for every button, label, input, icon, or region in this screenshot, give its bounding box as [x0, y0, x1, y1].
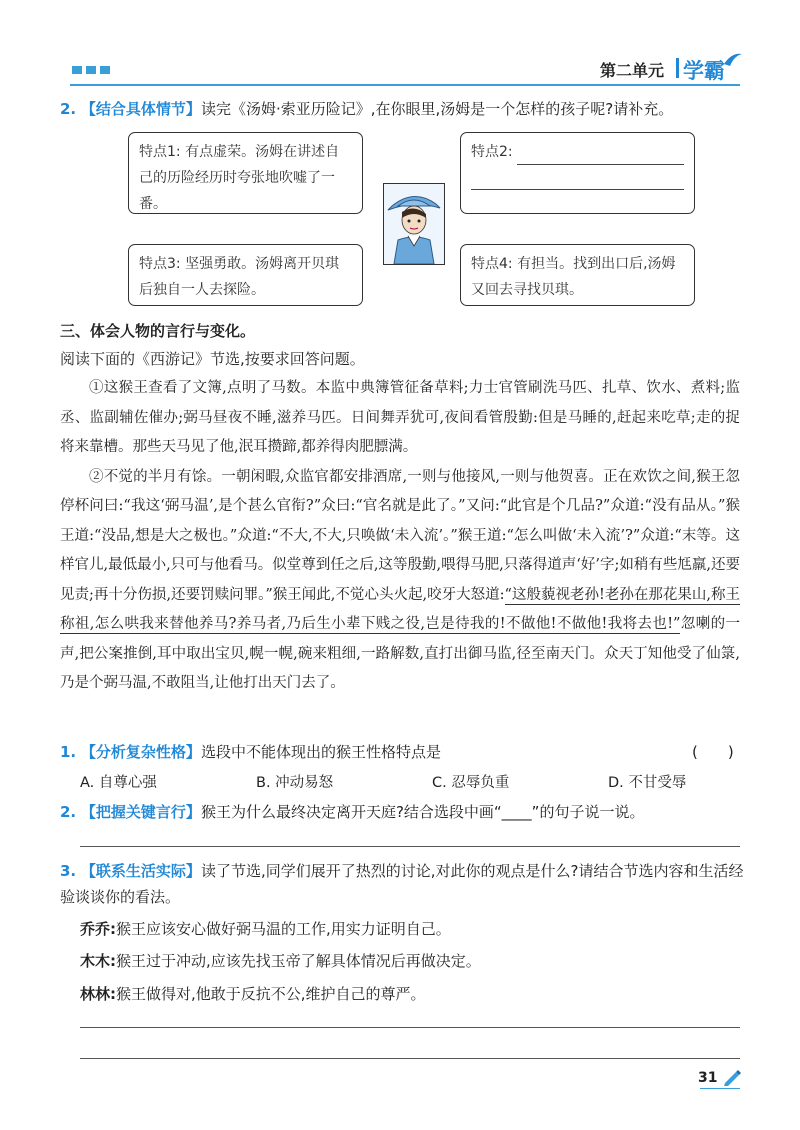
page-number: 31	[698, 1070, 718, 1086]
speaker-name: 林林:	[80, 985, 116, 1003]
section-title: 三、体会人物的言行与变化。	[60, 322, 256, 340]
footer-rule	[700, 1088, 740, 1089]
question-3	[60, 858, 745, 910]
trait-card-3	[128, 244, 363, 306]
question-2-top	[60, 98, 673, 120]
speaker-name: 乔乔:	[80, 920, 116, 938]
opinion-text: 猴王做得对,他敢于反抗不公,维护自己的尊严。	[116, 985, 426, 1003]
question-tag: 【结合具体情节】	[80, 100, 201, 118]
reading-passage	[60, 374, 740, 699]
option-c[interactable]: C. 忍辱负重	[432, 775, 510, 791]
trait-text: 坚强勇敢。汤姆离开贝琪后独自一人去探险。	[139, 256, 340, 298]
question-1	[60, 741, 441, 763]
brand-logo-text: 学霸	[683, 59, 725, 83]
trait-label: 特点3:	[139, 256, 181, 272]
passage-paragraph-1: ①这猴王查看了文簿,点明了马数。本监中典簿管征备草料;力士官管刷洗马匹、扎草、饮水、煮料;监丞、监副辅佐催办;弼马昼夜不睡,滋养马匹。日间舞弄犹可,夜间看管殷勤:但是马睡的,赶起来吃草;走的捉将来靠槽。那些天马见了他,泯耳攒蹄,都养得肉肥膘满。	[60, 380, 740, 455]
trait-text: 有担当。找到出口后,汤姆又回去寻找贝琪。	[471, 256, 676, 298]
answer-line[interactable]	[80, 1058, 740, 1059]
opinion-3	[80, 983, 426, 1005]
underlined-sentence: “这般藐视老孙!老孙在那花果山,称王称祖,怎么哄我来替他养马?养马者,乃后生小辈下贱之役,岂是待我的!不做他!不做他!我将去也!”	[60, 586, 740, 632]
passage-text: ②不觉的半月有馀。一朝闲暇,众监官都安排酒席,一则与他接风,一则与他贺喜。正在欢饮之间,猴王忽停杯问曰:“我这‘弼马温’,是个甚么官衔?”众曰:“官名就是此了。”又问:“此官是个几品?”众道:“没有品从。”猴王道:“没品,想是大之极也。”众道:“不大,不大,只唤做‘未入流’。”猴王道:“怎么叫做‘未入流’?”众道:“末等。这样官儿,最低最小,只可与他看马。似堂尊到任之后,这等殷勤,喂得马肥,只落得道声‘好’字;如稍有些尪羸,还要见责;再十分伤损,还要罚赎问罪。”猴王闻此,不觉心头火起,咬牙大怒道:	[60, 468, 740, 603]
trait-card-2	[460, 132, 695, 214]
brand-swoosh-icon	[722, 50, 744, 70]
question-2	[60, 801, 644, 823]
header-rule	[70, 84, 740, 86]
trait-label: 特点2:	[471, 144, 513, 160]
question-text: 猴王为什么最终决定离开天庭?结合选段中画“____”的句子说一说。	[200, 803, 645, 821]
question-tag: 【分析复杂性格】	[80, 743, 201, 761]
passage-paragraph-2	[60, 463, 740, 699]
option-b[interactable]: B. 冲动易怒	[256, 775, 334, 791]
brand-divider	[676, 58, 679, 78]
question-number: 1.	[60, 743, 77, 761]
question-text: 选段中不能体现出的猴王性格特点是	[200, 743, 441, 761]
option-a[interactable]: A. 自尊心强	[80, 775, 157, 791]
header-decoration	[72, 66, 110, 74]
unit-title: 第二单元	[600, 61, 665, 80]
answer-line[interactable]	[80, 846, 740, 847]
trait-label: 特点4:	[471, 256, 513, 272]
tom-sawyer-portrait	[383, 183, 445, 265]
opinion-text: 猴王应该安心做好弼马温的工作,用实力证明自己。	[116, 920, 451, 938]
page-header	[0, 0, 800, 86]
question-number: 2.	[60, 803, 77, 821]
trait-label: 特点1:	[139, 144, 181, 160]
trait-card-1	[128, 132, 363, 214]
passage-text: 忽喇的一声,把公案推倒,耳中取出宝贝,幌一幌,碗来粗细,一路解数,直打出御马监,径至南天门。众天丁知他受了仙箓,乃是个弼马温,不敢阻当,让他打出天门去了。	[60, 616, 740, 691]
answer-line[interactable]	[80, 1027, 740, 1028]
answer-parentheses[interactable]: ( )	[692, 743, 734, 761]
portrait-illustration	[384, 184, 444, 264]
question-text: 读了节选,同学们展开了热烈的讨论,对此你的观点是什么?请结合节选内容和生活经验谈谈你的看法。	[60, 862, 744, 906]
answer-blank[interactable]	[517, 140, 684, 165]
trait-card-4	[460, 244, 695, 306]
opinion-1	[80, 918, 451, 940]
option-d[interactable]: D. 不甘受辱	[608, 775, 687, 791]
trait-text: 有点虚荣。汤姆在讲述自己的历险经历时夸张地吹嘘了一番。	[139, 144, 340, 212]
question-tag: 【联系生活实际】	[80, 862, 201, 880]
question-tag: 【把握关键言行】	[80, 803, 201, 821]
speaker-name: 木木:	[80, 952, 116, 970]
question-text: 读完《汤姆·索亚历险记》,在你眼里,汤姆是一个怎样的孩子呢?请补充。	[200, 100, 674, 118]
opinion-2	[80, 950, 481, 972]
question-number: 2.	[60, 100, 77, 118]
question-number: 3.	[60, 862, 77, 880]
opinion-text: 猴王过于冲动,应该先找玉帝了解具体情况后再做决定。	[116, 952, 481, 970]
section-intro: 阅读下面的《西游记》节选,按要求回答问题。	[60, 350, 365, 368]
answer-blank[interactable]	[471, 165, 684, 190]
pencil-icon	[722, 1068, 742, 1086]
